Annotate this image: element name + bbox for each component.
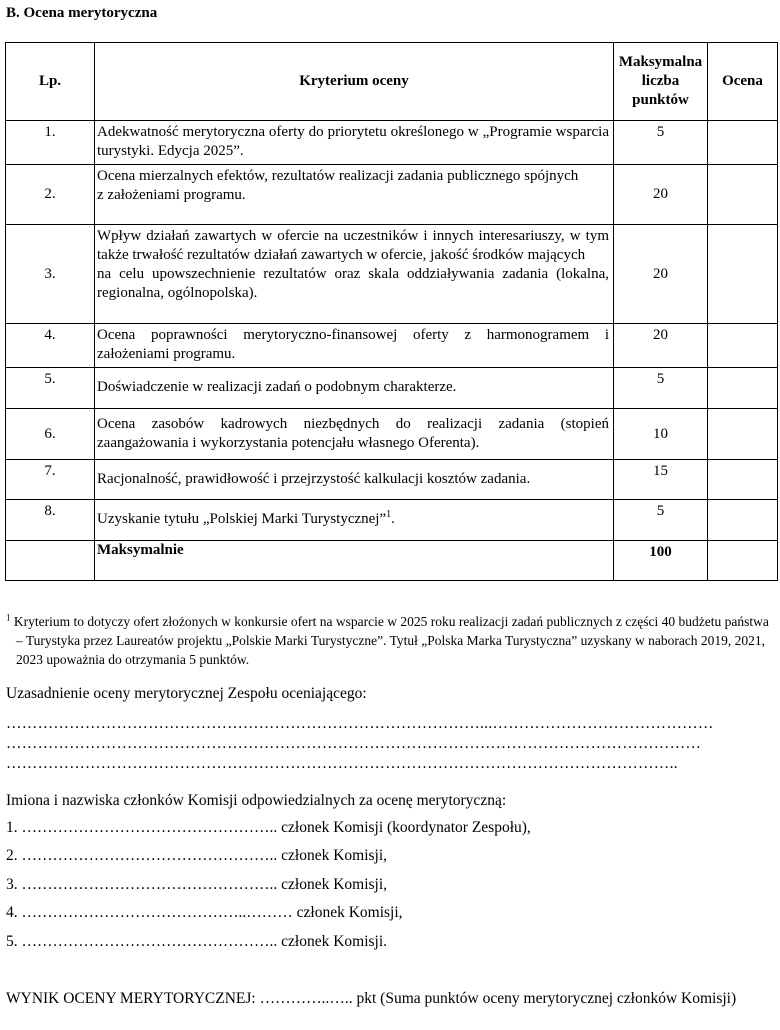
members-label: Imiona i nazwiska członków Komisji odpowiedzialnych za ocenę merytoryczną: [6, 792, 507, 809]
section-title: B. Ocena merytoryczna [6, 5, 158, 21]
member-line-5[interactable]: 5. ………………………………………….. członek Komisji. [6, 933, 388, 950]
grade-cell[interactable] [708, 500, 778, 541]
criterion-text [95, 500, 614, 541]
footnote-number: 1 [6, 612, 11, 623]
row-number: 1. [6, 121, 95, 165]
table-row [6, 409, 778, 460]
max-points: 5 [614, 121, 708, 165]
footnote [6, 612, 776, 669]
grade-cell[interactable] [708, 324, 778, 368]
row-number: 2. [6, 165, 95, 225]
max-total-row [6, 541, 778, 581]
max-points: 10 [614, 409, 708, 460]
row-number: 4. [6, 324, 95, 368]
criterion-text: Adekwatność merytoryczna oferty do priorytetu określonego w „Programie wsparcia turystyki. Edycja 2025”. [95, 121, 614, 165]
empty-lp-cell [6, 541, 95, 581]
max-points: 20 [614, 324, 708, 368]
row-number: 7. [6, 460, 95, 500]
table-row [6, 121, 778, 165]
header-max-points: Maksymalna liczba punktów [614, 43, 708, 121]
evaluation-criteria-table [5, 42, 778, 581]
criterion-text: Doświadczenie w realizacji zadań o podobnym charakterze. [95, 368, 614, 409]
member-line-3[interactable]: 3. ………………………………………….. członek Komisji, [6, 876, 388, 893]
member-line-4[interactable]: 4. ……………………………………..……… członek Komisji, [6, 904, 403, 921]
criterion-text: Racjonalność, prawidłowość i przejrzystość kalkulacji kosztów zadania. [95, 460, 614, 500]
footnote-mark: 1 [386, 509, 392, 520]
justification-line-1[interactable]: ………………………………………………………………………………...…………………………………… [6, 715, 714, 732]
max-total-label: Maksymalnie [95, 541, 614, 581]
table-row [6, 500, 778, 541]
header-criterion: Kryterium oceny [95, 43, 614, 121]
total-grade-cell[interactable] [708, 541, 778, 581]
table-row [6, 324, 778, 368]
table-header-row [6, 43, 778, 121]
grade-cell[interactable] [708, 225, 778, 324]
max-points: 20 [614, 165, 708, 225]
table-row [6, 165, 778, 225]
justification-line-3[interactable]: ……………………………………………………………………………………………………………….. [6, 755, 678, 772]
row-number: 8. [6, 500, 95, 541]
row-number: 3. [6, 225, 95, 324]
criterion-text: Ocena mierzalnych efektów, rezultatów realizacji zadania publicznego spójnych z założeniami programu. [95, 165, 614, 225]
table-row [6, 460, 778, 500]
justification-line-2[interactable]: …………………………………………………………………………………………………………………… [6, 735, 702, 752]
member-line-1[interactable]: 1. ………………………………………….. członek Komisji (koordynator Zespołu), [6, 819, 531, 836]
member-line-2[interactable]: 2. ………………………………………….. członek Komisji, [6, 847, 388, 864]
criterion-text: Ocena poprawności merytoryczno-finansowej oferty z harmonogramem i założeniami programu. [95, 324, 614, 368]
grade-cell[interactable] [708, 409, 778, 460]
row-number: 5. [6, 368, 95, 409]
criterion-text: Wpływ działań zawartych w ofercie na uczestników i innych interesariuszy, w tym także trwałość rezultatów działań zawartych w ofercie, jakość środków mających na celu upowszechnienie rezultatów oraz skala oddziaływania zadania (lokalna, regionalna, ogólnopolska). [95, 225, 614, 324]
max-points: 5 [614, 368, 708, 409]
criterion-text: Ocena zasobów kadrowych niezbędnych do realizacji zadania (stopień zaangażowania i wykorzystania potencjału własnego Oferenta). [95, 409, 614, 460]
grade-cell[interactable] [708, 165, 778, 225]
max-total-points: 100 [614, 541, 708, 581]
row-number: 6. [6, 409, 95, 460]
criterion-text-main: Uzyskanie tytułu „Polskiej Marki Turystycznej” [97, 511, 387, 527]
table-row [6, 368, 778, 409]
footnote-text: Kryterium to dotyczy ofert złożonych w konkursie ofert na wsparcie w 2025 roku realizacji zadań publicznych z części 40 budżetu państwa – Turystyka przez Laureatów projektu „Polskie Marki Turystyczne”. Tytuł „Polska Marka Turystyczna” uzyskany w naborach 2019, 2021, 2023 upoważnia do otrzymania 5 punktów. [10, 614, 769, 667]
header-grade: Ocena [708, 43, 778, 121]
criterion-text-end: . [391, 511, 395, 527]
evaluation-result[interactable]: WYNIK OCENY MERYTORYCZNEJ: …………..….. pkt (Suma punktów oceny merytorycznej członków Komisji) [6, 990, 737, 1007]
justification-label: Uzasadnienie oceny merytorycznej Zespołu oceniającego: [6, 685, 367, 702]
grade-cell[interactable] [708, 121, 778, 165]
header-lp: Lp. [6, 43, 95, 121]
max-points: 20 [614, 225, 708, 324]
grade-cell[interactable] [708, 368, 778, 409]
table-row [6, 225, 778, 324]
max-points: 5 [614, 500, 708, 541]
max-points: 15 [614, 460, 708, 500]
grade-cell[interactable] [708, 460, 778, 500]
